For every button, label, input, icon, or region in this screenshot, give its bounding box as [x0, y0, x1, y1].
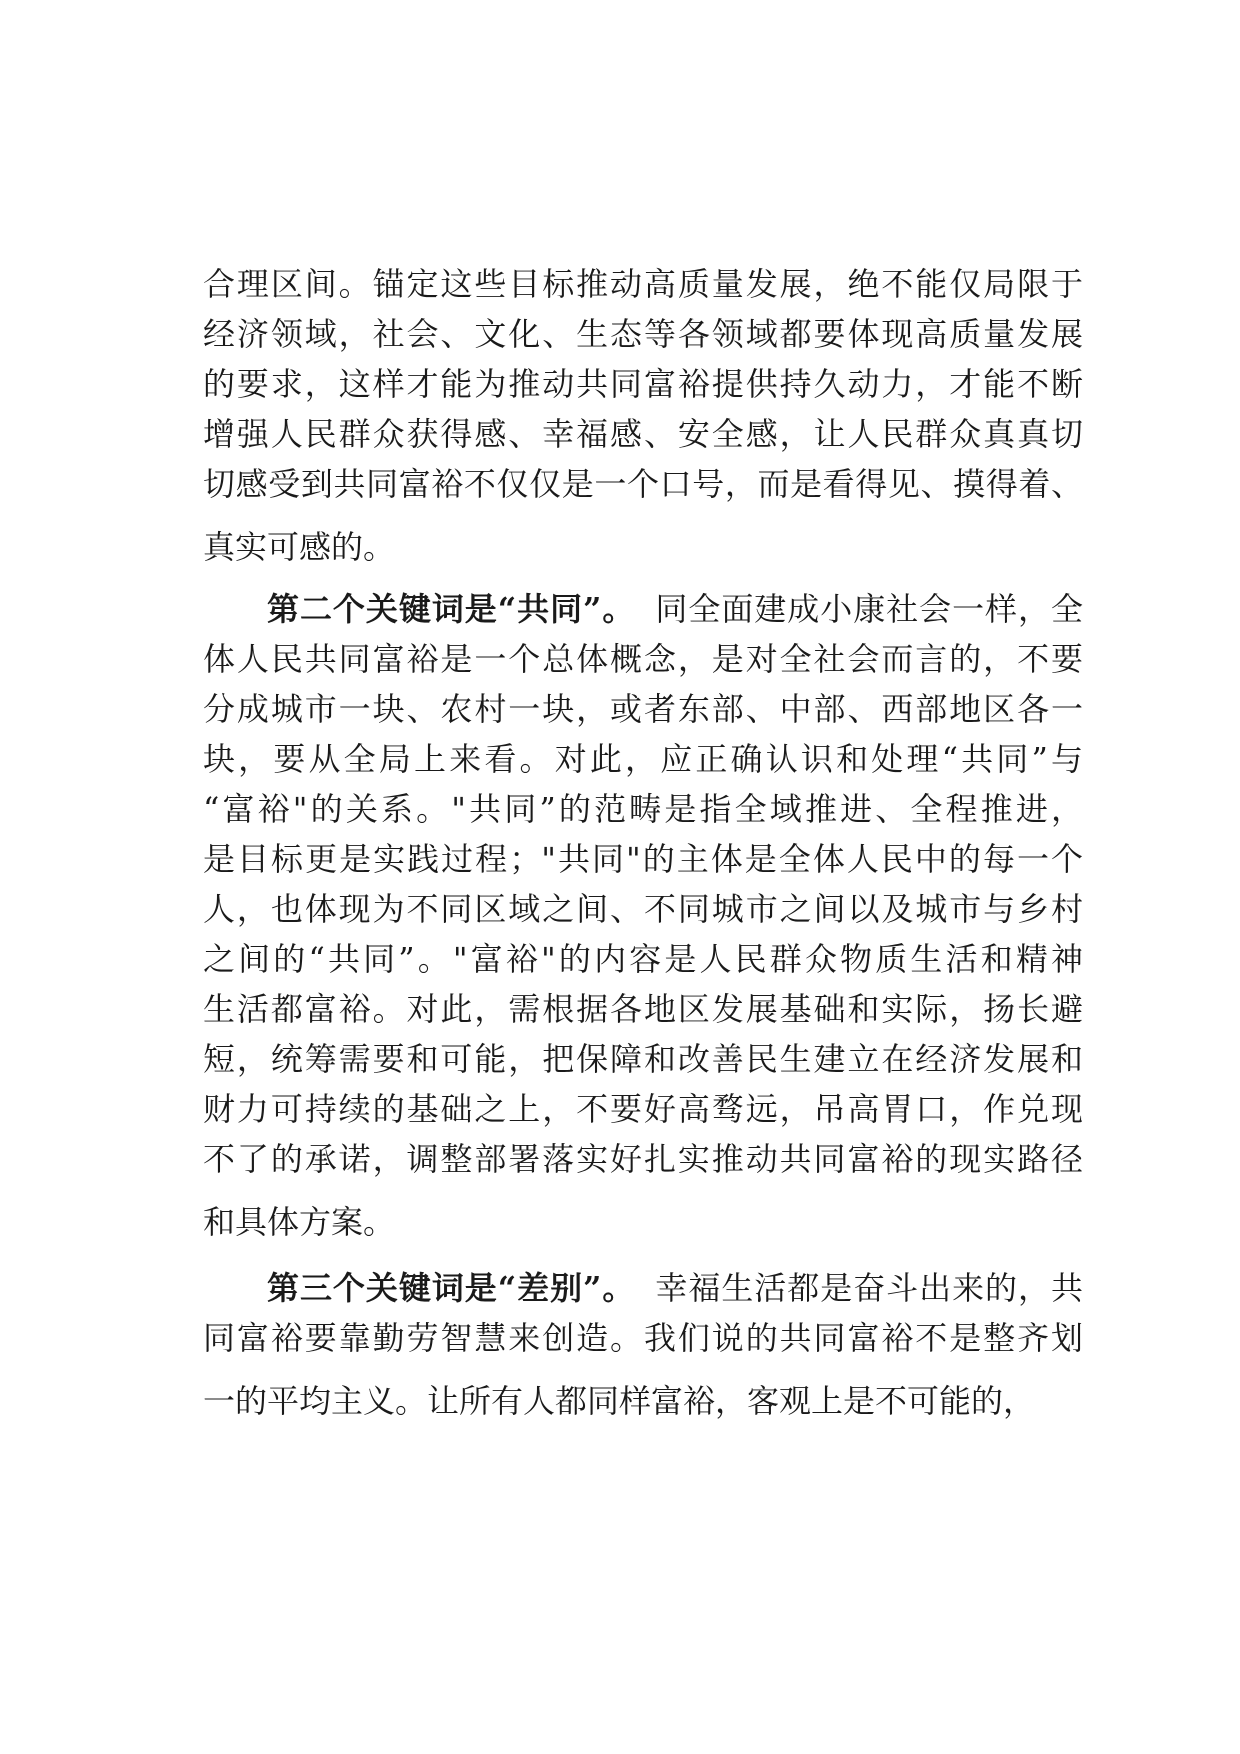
paragraph3-first-line — [267, 1262, 1083, 1314]
paragraph2-line: 不了的承诺，调整部署落实好扎实推动共同富裕的现实路径 — [203, 1140, 1083, 1178]
paragraph2-line: 块，要从全局上来看。对此，应正确认识和处理“共同”与 — [203, 740, 1083, 778]
paragraph2-line: 人，也体现为不同区域之间、不同城市之间以及城市与乡村 — [203, 890, 1083, 928]
paragraph1-line: 真实可感的。 — [203, 528, 396, 566]
paragraph3-line: 一的平均主义。让所有人都同样富裕，客观上是不可能的， — [203, 1382, 1036, 1420]
paragraph2-line: 财力可持续的基础之上，不要好高骛远，吊高胃口，作兑现 — [203, 1090, 1083, 1128]
paragraph2-line: 体人民共同富裕是一个总体概念，是对全社会而言的，不要 — [203, 640, 1083, 678]
paragraph1-line: 的要求，这样才能为推动共同富裕提供持久动力，才能不断 — [203, 365, 1083, 403]
paragraph2-line: 和具体方案。 — [203, 1203, 396, 1241]
paragraph1-line: 经济领域，社会、文化、生态等各领域都要体现高质量发展 — [203, 315, 1083, 353]
paragraph2-line: 短，统筹需要和可能，把保障和改善民生建立在经济发展和 — [203, 1040, 1083, 1078]
paragraph3-first-line-text: 幸福生活都是奋斗出来的，共 — [655, 1269, 1083, 1307]
paragraph3-line: 同富裕要靠勤劳智慧来创造。我们说的共同富裕不是整齐划 — [203, 1319, 1083, 1357]
paragraph2-first-line — [267, 583, 1083, 635]
paragraph1-line: 增强人民群众获得感、幸福感、安全感，让人民群众真真切 — [203, 415, 1083, 453]
paragraph1-line: 切感受到共同富裕不仅仅是一个口号，而是看得见、摸得着、 — [203, 465, 1083, 503]
paragraph2-line: 生活都富裕。对此，需根据各地区发展基础和实际，扬长避 — [203, 990, 1083, 1028]
paragraph2-line: 分成城市一块、农村一块，或者东部、中部、西部地区各一 — [203, 690, 1083, 728]
paragraph2-line: “富裕"的关系。"共同”的范畴是指全域推进、全程推进， — [203, 790, 1083, 828]
keyword-heading: 第二个关键词是“共同”。 — [267, 590, 636, 628]
paragraph2-line: 是目标更是实践过程；"共同"的主体是全体人民中的每一个 — [203, 840, 1083, 878]
keyword-heading: 第三个关键词是“差别”。 — [267, 1269, 636, 1307]
paragraph2-line: 之间的“共同”。"富裕"的内容是人民群众物质生活和精神 — [203, 940, 1083, 978]
paragraph1-line: 合理区间。锚定这些目标推动高质量发展，绝不能仅局限于 — [203, 265, 1083, 303]
paragraph2-first-line-text: 同全面建成小康社会一样，全 — [655, 590, 1083, 628]
